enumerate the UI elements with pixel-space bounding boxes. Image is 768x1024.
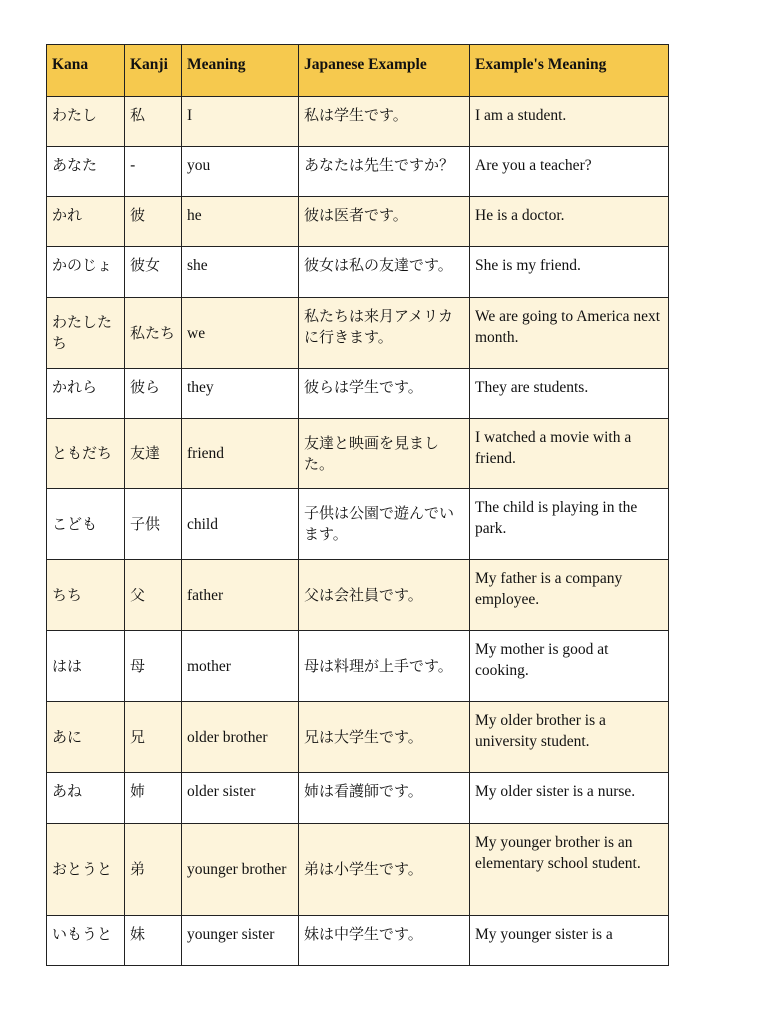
header-kana: Kana — [47, 45, 125, 97]
table-row — [47, 419, 669, 489]
cell-meaning: child — [182, 489, 299, 560]
header-row — [47, 45, 669, 97]
table-row — [47, 197, 669, 247]
cell-meaning: I — [182, 97, 299, 147]
cell-kanji: 姉 — [125, 773, 182, 824]
cell-kana: ちち — [47, 560, 125, 631]
cell-translation: I am a student. — [470, 97, 669, 147]
cell-translation: She is my friend. — [470, 247, 669, 298]
cell-kana: はは — [47, 631, 125, 702]
cell-kana: こども — [47, 489, 125, 560]
cell-kana: いもうと — [47, 916, 125, 966]
cell-kana: かのじょ — [47, 247, 125, 298]
cell-kanji: 彼女 — [125, 247, 182, 298]
cell-kanji: 彼ら — [125, 369, 182, 419]
cell-translation: They are students. — [470, 369, 669, 419]
cell-translation: My older brother is a university student. — [470, 702, 669, 773]
cell-example: 弟は小学生です。 — [299, 824, 470, 916]
cell-kanji: 父 — [125, 560, 182, 631]
cell-example: 友達と映画を見ました。 — [299, 419, 470, 489]
cell-kana: わたし — [47, 97, 125, 147]
cell-translation: The child is playing in the park. — [470, 489, 669, 560]
cell-translation: Are you a teacher? — [470, 147, 669, 197]
cell-translation: My younger sister is a — [470, 916, 669, 966]
cell-kanji: 妹 — [125, 916, 182, 966]
cell-kanji: 母 — [125, 631, 182, 702]
cell-kanji: 私たち — [125, 298, 182, 369]
cell-kanji: 子供 — [125, 489, 182, 560]
vocabulary-table — [46, 44, 669, 966]
cell-kanji: 弟 — [125, 824, 182, 916]
cell-translation: I watched a movie with a friend. — [470, 419, 669, 489]
cell-kana: おとうと — [47, 824, 125, 916]
cell-example: 子供は公園で遊んでいます。 — [299, 489, 470, 560]
cell-meaning: younger brother — [182, 824, 299, 916]
cell-meaning: mother — [182, 631, 299, 702]
header-kanji: Kanji — [125, 45, 182, 97]
cell-example: 私たちは来月アメリカに行きます。 — [299, 298, 470, 369]
cell-example: 私は学生です。 — [299, 97, 470, 147]
cell-meaning: older sister — [182, 773, 299, 824]
table-row — [47, 247, 669, 298]
table-row — [47, 369, 669, 419]
cell-kana: あに — [47, 702, 125, 773]
table-row — [47, 489, 669, 560]
cell-kanji: 友達 — [125, 419, 182, 489]
table-row — [47, 147, 669, 197]
table-body — [47, 97, 669, 966]
cell-kana: ともだち — [47, 419, 125, 489]
header-japanese-example: Japanese Example — [299, 45, 470, 97]
cell-translation: My mother is good at cooking. — [470, 631, 669, 702]
cell-meaning: you — [182, 147, 299, 197]
cell-example: 姉は看護師です。 — [299, 773, 470, 824]
table-row — [47, 560, 669, 631]
cell-kana: かれ — [47, 197, 125, 247]
cell-example: 彼女は私の友達です。 — [299, 247, 470, 298]
cell-translation: My younger brother is an elementary school student. — [470, 824, 669, 916]
table-row — [47, 702, 669, 773]
cell-meaning: he — [182, 197, 299, 247]
table-row — [47, 824, 669, 916]
cell-meaning: they — [182, 369, 299, 419]
cell-example: 彼らは学生です。 — [299, 369, 470, 419]
cell-example: 父は会社員です。 — [299, 560, 470, 631]
table-row — [47, 298, 669, 369]
cell-kanji: 私 — [125, 97, 182, 147]
cell-kanji: - — [125, 147, 182, 197]
cell-translation: He is a doctor. — [470, 197, 669, 247]
cell-meaning: we — [182, 298, 299, 369]
cell-meaning: she — [182, 247, 299, 298]
cell-translation: My father is a company employee. — [470, 560, 669, 631]
header-example-meaning: Example's Meaning — [470, 45, 669, 97]
cell-meaning: younger sister — [182, 916, 299, 966]
cell-kanji: 兄 — [125, 702, 182, 773]
table-row — [47, 916, 669, 966]
cell-kana: あなた — [47, 147, 125, 197]
cell-meaning: older brother — [182, 702, 299, 773]
table-row — [47, 773, 669, 824]
cell-kana: わたしたち — [47, 298, 125, 369]
cell-example: 母は料理が上手です。 — [299, 631, 470, 702]
cell-example: あなたは先生ですか？ — [299, 147, 470, 197]
cell-kana: あね — [47, 773, 125, 824]
table-header — [47, 45, 669, 97]
cell-kana: かれら — [47, 369, 125, 419]
cell-example: 兄は大学生です。 — [299, 702, 470, 773]
table-row — [47, 631, 669, 702]
cell-kanji: 彼 — [125, 197, 182, 247]
table-row — [47, 97, 669, 147]
cell-meaning: friend — [182, 419, 299, 489]
cell-translation: We are going to America next month. — [470, 298, 669, 369]
header-meaning: Meaning — [182, 45, 299, 97]
cell-translation: My older sister is a nurse. — [470, 773, 669, 824]
cell-meaning: father — [182, 560, 299, 631]
cell-example: 彼は医者です。 — [299, 197, 470, 247]
cell-example: 妹は中学生です。 — [299, 916, 470, 966]
